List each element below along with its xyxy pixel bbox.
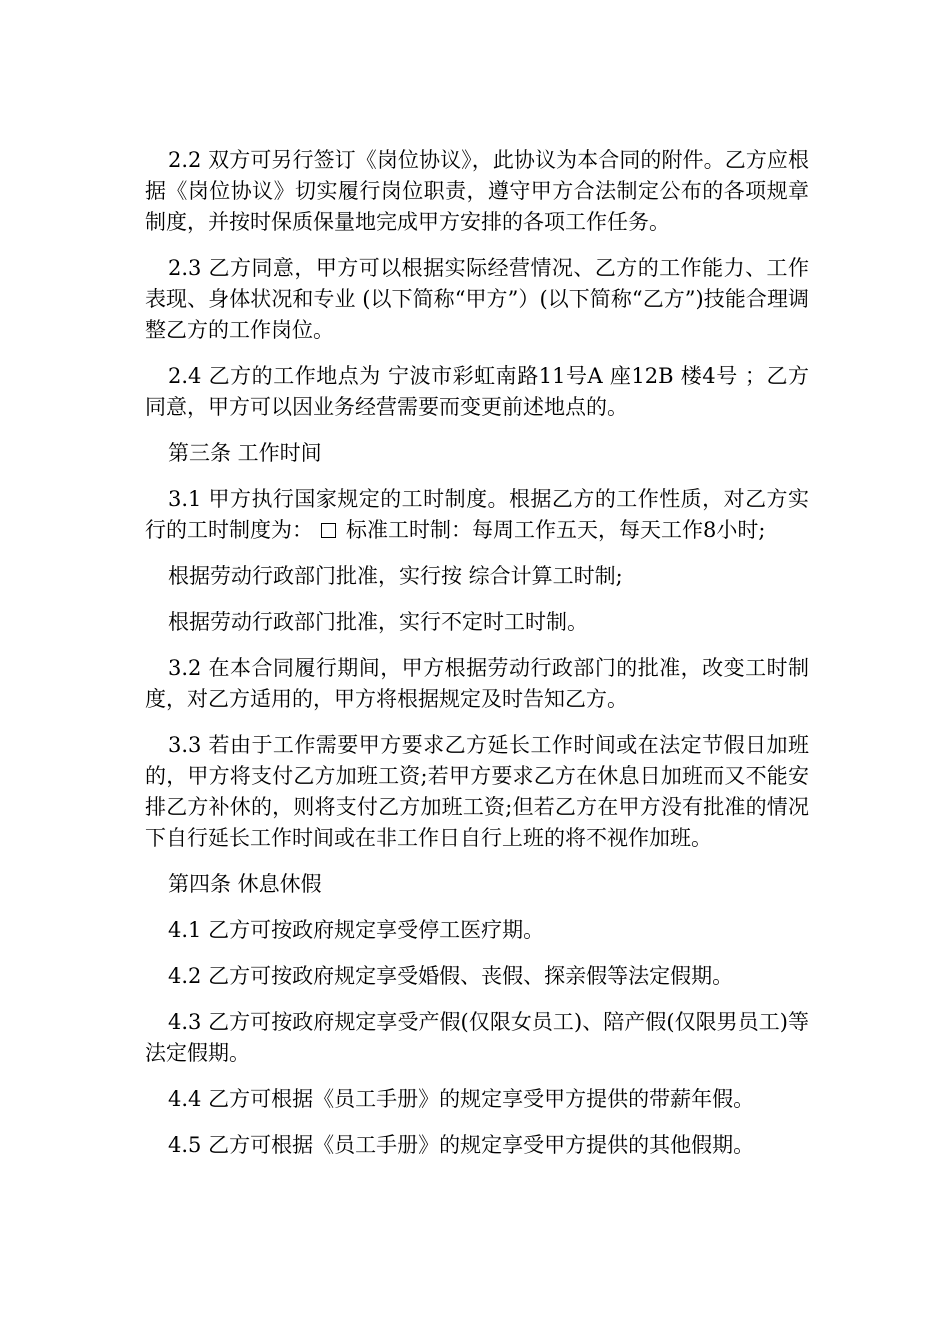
article-4-heading: 第四条 休息休假 xyxy=(168,872,322,896)
clause-2-3: 2.3 乙方同意，甲方可以根据实际经营情况、乙方的工作能力、工作表现、身体状况和专业 (以下简称“甲方”）(以下简称“乙方”)技能合理调整乙方的工作岗位。 xyxy=(145,256,809,342)
clause-4-2: 4.2 乙方可按政府规定享受婚假、丧假、探亲假等法定假期。 xyxy=(168,964,734,988)
clause-3-1 xyxy=(145,484,809,546)
clause-2-4: 2.4 乙方的工作地点为 宁波市彩虹南路11号A 座12B 楼4号 ；乙方同意，甲方可以因业务经营需要而变更前述地点的。 xyxy=(145,364,809,419)
document-page xyxy=(145,145,809,1176)
clause-3-1-comprehensive-hours: 根据劳动行政部门批准，实行按 综合计算工时制; xyxy=(168,564,623,588)
clause-3-2: 3.2 在本合同履行期间，甲方根据劳动行政部门的批准，改变工时制度，对乙方适用的，甲方将根据规定及时告知乙方。 xyxy=(145,656,809,711)
clause-3-1-flexible-hours: 根据劳动行政部门批准，实行不定时工时制。 xyxy=(168,610,588,634)
clause-4-1: 4.1 乙方可按政府规定享受停工医疗期。 xyxy=(168,918,545,942)
clause-4-3: 4.3 乙方可按政府规定享受产假(仅限女员工)、陪产假(仅限男员工)等法定假期。 xyxy=(145,1010,809,1065)
clause-3-1-standard-hours: 标准工时制：每周工作五天，每天工作8小时; xyxy=(346,518,766,542)
clause-3-1-intro: 3.1 甲方执行国家规定的工时制度。根据乙方的工作性质，对乙方实行的工时制度为： xyxy=(145,487,809,542)
checkbox-icon xyxy=(321,523,336,538)
clause-3-3: 3.3 若由于工作需要甲方要求乙方延长工作时间或在法定节假日加班的，甲方将支付乙方加班工资;若甲方要求乙方在休息日加班而又不能安排乙方补休的，则将支付乙方加班工资;但若乙方在甲方没有批准的情况下自行延长工作时间或在非工作日自行上班的将不视作加班。 xyxy=(145,733,809,850)
clause-4-5: 4.5 乙方可根据《员工手册》的规定享受甲方提供的其他假期。 xyxy=(168,1133,755,1157)
clause-2-2: 2.2 双方可另行签订《岗位协议》，此协议为本合同的附件。乙方应根据《岗位协议》切实履行岗位职责，遵守甲方合法制定公布的各项规章制度，并按时保质保量地完成甲方安排的各项工作任务。 xyxy=(145,148,809,234)
clause-4-4: 4.4 乙方可根据《员工手册》的规定享受甲方提供的带薪年假。 xyxy=(168,1087,755,1111)
article-3-heading: 第三条 工作时间 xyxy=(168,441,322,465)
